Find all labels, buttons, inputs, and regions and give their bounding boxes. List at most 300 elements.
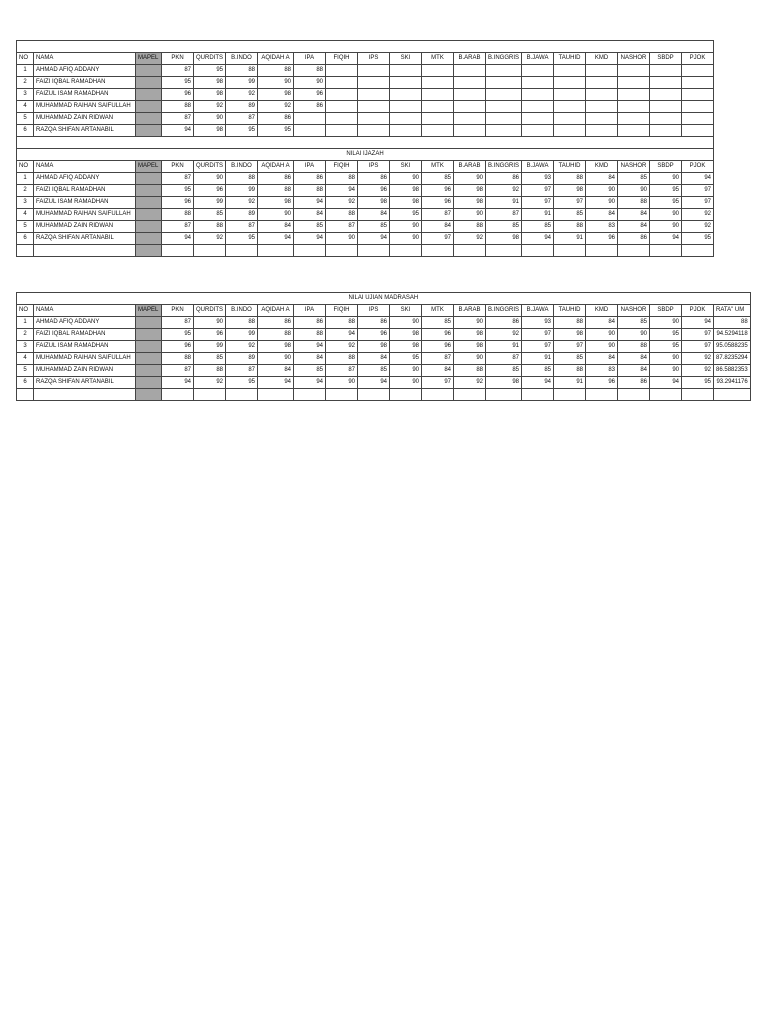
column-header-average: RATA" UM xyxy=(714,305,751,317)
empty-cell xyxy=(34,245,136,257)
column-header: MTK xyxy=(422,305,454,317)
score-cell: 88 xyxy=(454,365,486,377)
spacer-cell xyxy=(17,137,714,149)
score-cell: 86 xyxy=(486,317,522,329)
column-header: KMD xyxy=(586,161,618,173)
score-cell: 94 xyxy=(650,377,682,389)
score-cell: 86 xyxy=(358,173,390,185)
score-cell: 96 xyxy=(422,341,454,353)
column-header: PKN xyxy=(162,305,194,317)
column-header: SKI xyxy=(390,305,422,317)
score-cell: 90 xyxy=(326,377,358,389)
score-cell: 99 xyxy=(226,77,258,89)
column-header: KMD xyxy=(586,53,618,65)
score-cell: 91 xyxy=(522,209,554,221)
score-cell: 92 xyxy=(258,101,294,113)
score-cell: 90 xyxy=(258,209,294,221)
column-header: MTK xyxy=(422,161,454,173)
score-cell: 94 xyxy=(682,173,714,185)
empty-cell xyxy=(422,245,454,257)
mapel-cell xyxy=(136,125,162,137)
score-cell: 95 xyxy=(226,125,258,137)
score-cell: 95 xyxy=(162,77,194,89)
score-cell: 94 xyxy=(358,377,390,389)
student-name: MUHAMMAD RAIHAN SAIFULLAH xyxy=(34,353,136,365)
score-cell: 97 xyxy=(422,233,454,245)
score-cell xyxy=(358,65,390,77)
spacer-cell xyxy=(17,41,714,53)
score-cell: 90 xyxy=(390,377,422,389)
score-cell: 90 xyxy=(586,329,618,341)
column-header: MTK xyxy=(422,53,454,65)
score-cell: 88 xyxy=(226,173,258,185)
column-header: MAPEL xyxy=(136,161,162,173)
score-cell: 85 xyxy=(522,221,554,233)
mapel-cell xyxy=(136,353,162,365)
score-cell: 92 xyxy=(226,341,258,353)
score-cell: 95 xyxy=(226,377,258,389)
empty-cell xyxy=(522,245,554,257)
table-row xyxy=(17,101,714,113)
score-cell xyxy=(326,89,358,101)
score-cell: 90 xyxy=(454,173,486,185)
table-row xyxy=(17,89,714,101)
empty-cell xyxy=(486,389,522,401)
score-cell: 84 xyxy=(586,353,618,365)
score-cell: 86 xyxy=(294,101,326,113)
score-cell: 84 xyxy=(586,209,618,221)
score-cell: 85 xyxy=(422,317,454,329)
score-cell: 89 xyxy=(226,353,258,365)
score-cell: 92 xyxy=(682,353,714,365)
score-cell: 98 xyxy=(258,89,294,101)
score-cell: 86 xyxy=(618,377,650,389)
score-cell: 88 xyxy=(226,317,258,329)
score-cell: 90 xyxy=(586,185,618,197)
score-cell xyxy=(586,113,618,125)
column-header: B.INDO xyxy=(226,53,258,65)
column-header: NO xyxy=(17,161,34,173)
score-cell xyxy=(326,65,358,77)
score-cell: 97 xyxy=(522,329,554,341)
score-cell: 96 xyxy=(358,329,390,341)
table-row xyxy=(17,341,751,353)
score-cell xyxy=(358,77,390,89)
score-cell: 90 xyxy=(586,341,618,353)
score-cell: 87 xyxy=(162,221,194,233)
score-cell: 95 xyxy=(650,329,682,341)
score-cell xyxy=(390,89,422,101)
score-cell: 99 xyxy=(226,329,258,341)
mapel-cell xyxy=(136,101,162,113)
score-cell: 95 xyxy=(682,377,714,389)
spacer-row xyxy=(17,389,751,401)
mapel-cell xyxy=(136,173,162,185)
mapel-cell xyxy=(136,197,162,209)
score-cell: 98 xyxy=(454,341,486,353)
score-cell: 94 xyxy=(358,233,390,245)
student-name: MUHAMMAD ZAIN RIDWAN xyxy=(34,365,136,377)
table-row xyxy=(17,65,714,77)
column-header: B.INDO xyxy=(226,305,258,317)
row-number: 4 xyxy=(17,101,34,113)
empty-cell xyxy=(326,245,358,257)
score-cell: 95 xyxy=(650,185,682,197)
empty-cell xyxy=(422,389,454,401)
empty-cell xyxy=(258,389,294,401)
table-row xyxy=(17,233,714,245)
student-name: AHMAD AFIQ ADDANY xyxy=(34,317,136,329)
column-header: SBDP xyxy=(650,53,682,65)
score-cell xyxy=(422,113,454,125)
empty-cell xyxy=(162,245,194,257)
score-cell: 84 xyxy=(258,365,294,377)
student-name: FAIZI IQBAL RAMADHAN xyxy=(34,329,136,341)
score-cell: 96 xyxy=(194,185,226,197)
score-cell: 95 xyxy=(258,125,294,137)
score-cell: 90 xyxy=(650,209,682,221)
score-cell: 88 xyxy=(618,197,650,209)
average-cell: 87.8235294 xyxy=(714,353,751,365)
score-cell: 90 xyxy=(618,329,650,341)
score-cell: 94 xyxy=(162,233,194,245)
score-cell: 98 xyxy=(390,197,422,209)
column-header: IPA xyxy=(294,53,326,65)
empty-cell xyxy=(682,245,714,257)
student-name: AHMAD AFIQ ADDANY xyxy=(34,173,136,185)
column-header: B.JAWA xyxy=(522,53,554,65)
score-cell xyxy=(650,65,682,77)
score-cell xyxy=(650,125,682,137)
table-row xyxy=(17,317,751,329)
table-header-row xyxy=(17,161,714,173)
score-cell: 88 xyxy=(258,65,294,77)
empty-cell xyxy=(554,389,586,401)
score-cell: 98 xyxy=(258,197,294,209)
table-header-row xyxy=(17,53,714,65)
score-cell xyxy=(486,113,522,125)
score-cell: 99 xyxy=(226,185,258,197)
average-cell: 88 xyxy=(714,317,751,329)
score-cell: 97 xyxy=(554,197,586,209)
score-cell: 90 xyxy=(194,173,226,185)
score-cell xyxy=(586,65,618,77)
empty-cell xyxy=(194,245,226,257)
mapel-cell xyxy=(136,317,162,329)
column-header: NAMA xyxy=(34,161,136,173)
score-cell: 95 xyxy=(194,65,226,77)
score-cell: 90 xyxy=(326,233,358,245)
score-cell: 94 xyxy=(258,233,294,245)
empty-cell xyxy=(618,389,650,401)
spacer-row xyxy=(17,137,714,149)
score-cell: 87 xyxy=(162,365,194,377)
average-cell: 86.5882353 xyxy=(714,365,751,377)
score-cell: 92 xyxy=(194,101,226,113)
score-cell: 84 xyxy=(294,353,326,365)
score-cell: 86 xyxy=(618,233,650,245)
score-cell: 92 xyxy=(326,197,358,209)
score-cell: 87 xyxy=(326,365,358,377)
score-cell: 90 xyxy=(650,173,682,185)
score-cell: 83 xyxy=(586,365,618,377)
empty-cell xyxy=(454,245,486,257)
score-cell xyxy=(554,101,586,113)
score-cell xyxy=(586,77,618,89)
score-cell: 90 xyxy=(618,185,650,197)
table2-body xyxy=(17,173,714,245)
score-cell: 92 xyxy=(194,377,226,389)
score-cell: 95 xyxy=(390,209,422,221)
score-cell: 88 xyxy=(326,209,358,221)
empty-cell xyxy=(586,245,618,257)
score-cell xyxy=(586,89,618,101)
score-cell: 97 xyxy=(554,341,586,353)
mapel-cell xyxy=(136,341,162,353)
score-cell: 97 xyxy=(522,185,554,197)
score-cell: 85 xyxy=(422,173,454,185)
table-row xyxy=(17,221,714,233)
score-cell: 98 xyxy=(554,185,586,197)
column-header: MAPEL xyxy=(136,53,162,65)
table1-body xyxy=(17,65,714,137)
column-header: FIQIH xyxy=(326,53,358,65)
score-cell: 86 xyxy=(294,317,326,329)
score-cell: 97 xyxy=(682,185,714,197)
score-cell: 88 xyxy=(294,329,326,341)
mapel-cell xyxy=(136,65,162,77)
score-cell: 98 xyxy=(390,329,422,341)
score-cell: 86 xyxy=(294,173,326,185)
score-cell: 88 xyxy=(194,365,226,377)
table-row xyxy=(17,377,751,389)
score-cell: 92 xyxy=(454,377,486,389)
score-cell xyxy=(522,65,554,77)
score-cell: 91 xyxy=(486,197,522,209)
empty-cell xyxy=(294,245,326,257)
nilai-um-title: NILAI UJIAN MADRASAH xyxy=(17,293,751,305)
column-header: PKN xyxy=(162,161,194,173)
score-cell: 97 xyxy=(682,341,714,353)
score-cell xyxy=(390,77,422,89)
score-cell: 89 xyxy=(226,209,258,221)
student-name: MUHAMMAD ZAIN RIDWAN xyxy=(34,221,136,233)
score-cell xyxy=(326,77,358,89)
column-header: NASHOR xyxy=(618,161,650,173)
score-cell: 87 xyxy=(162,113,194,125)
score-cell xyxy=(486,89,522,101)
score-cell xyxy=(358,89,390,101)
column-header: IPS xyxy=(358,305,390,317)
column-header: SKI xyxy=(390,53,422,65)
row-number: 6 xyxy=(17,125,34,137)
score-cell: 90 xyxy=(650,353,682,365)
score-cell: 99 xyxy=(194,197,226,209)
empty-cell xyxy=(682,389,714,401)
table-row xyxy=(17,125,714,137)
score-cell xyxy=(294,113,326,125)
score-cell: 84 xyxy=(422,365,454,377)
column-header: PJOK xyxy=(682,53,714,65)
empty-cell xyxy=(454,389,486,401)
average-cell: 93.2941176 xyxy=(714,377,751,389)
column-header: KMD xyxy=(586,305,618,317)
score-cell: 98 xyxy=(486,377,522,389)
table-row xyxy=(17,113,714,125)
score-cell xyxy=(554,89,586,101)
score-cell xyxy=(454,65,486,77)
score-cell: 88 xyxy=(326,173,358,185)
score-cell: 98 xyxy=(194,125,226,137)
score-cell: 94 xyxy=(162,125,194,137)
table-row xyxy=(17,77,714,89)
score-cell xyxy=(454,89,486,101)
score-cell: 83 xyxy=(586,221,618,233)
score-cell: 88 xyxy=(258,329,294,341)
score-cell: 95 xyxy=(162,185,194,197)
student-name: FAIZUL ISAM RAMADHAN xyxy=(34,89,136,101)
score-cell: 94 xyxy=(522,377,554,389)
score-cell: 88 xyxy=(162,101,194,113)
empty-cell xyxy=(162,389,194,401)
score-cell: 94 xyxy=(258,377,294,389)
score-cell xyxy=(650,101,682,113)
column-header: TAUHID xyxy=(554,305,586,317)
column-header: B.JAWA xyxy=(522,305,554,317)
empty-cell xyxy=(650,389,682,401)
score-cell xyxy=(390,113,422,125)
score-cell: 85 xyxy=(194,353,226,365)
score-cell: 98 xyxy=(358,341,390,353)
table3-body xyxy=(17,317,751,389)
score-cell: 88 xyxy=(618,341,650,353)
column-header: PJOK xyxy=(682,161,714,173)
score-cell: 98 xyxy=(390,185,422,197)
score-cell: 84 xyxy=(358,353,390,365)
score-cell: 84 xyxy=(358,209,390,221)
column-header: NASHOR xyxy=(618,53,650,65)
empty-cell xyxy=(714,389,751,401)
score-cell: 85 xyxy=(618,173,650,185)
score-cell: 90 xyxy=(390,173,422,185)
column-header: FIQIH xyxy=(326,305,358,317)
row-number: 5 xyxy=(17,113,34,125)
column-header: AQIDAH A xyxy=(258,161,294,173)
empty-cell xyxy=(390,245,422,257)
score-cell xyxy=(390,65,422,77)
score-cell: 90 xyxy=(194,317,226,329)
mapel-cell xyxy=(136,245,162,257)
table-row xyxy=(17,365,751,377)
score-cell: 85 xyxy=(194,209,226,221)
score-cell: 92 xyxy=(226,89,258,101)
score-cell xyxy=(422,77,454,89)
column-header: AQIDAH A xyxy=(258,305,294,317)
table-row xyxy=(17,173,714,185)
score-cell: 88 xyxy=(554,365,586,377)
score-cell: 90 xyxy=(390,317,422,329)
row-number: 3 xyxy=(17,341,34,353)
mapel-cell xyxy=(136,89,162,101)
score-cell: 90 xyxy=(194,113,226,125)
column-header: PKN xyxy=(162,53,194,65)
score-cell: 90 xyxy=(294,77,326,89)
column-header: TAUHID xyxy=(554,161,586,173)
score-cell xyxy=(454,101,486,113)
score-cell: 88 xyxy=(294,185,326,197)
score-cell: 89 xyxy=(226,101,258,113)
column-header: B.ARAB xyxy=(454,161,486,173)
score-cell: 94 xyxy=(294,377,326,389)
empty-cell xyxy=(34,389,136,401)
score-cell xyxy=(522,101,554,113)
score-cell: 87 xyxy=(422,353,454,365)
score-cell: 87 xyxy=(486,209,522,221)
score-cell xyxy=(618,65,650,77)
row-number: 1 xyxy=(17,173,34,185)
score-cell: 98 xyxy=(454,197,486,209)
score-cell xyxy=(554,77,586,89)
score-cell: 85 xyxy=(486,365,522,377)
score-cell: 88 xyxy=(326,317,358,329)
score-cell: 95 xyxy=(162,329,194,341)
score-cell: 91 xyxy=(486,341,522,353)
score-cell: 98 xyxy=(554,329,586,341)
score-cell xyxy=(422,125,454,137)
score-cell: 87 xyxy=(486,353,522,365)
score-cell: 84 xyxy=(294,209,326,221)
score-cell: 94 xyxy=(326,329,358,341)
score-cell xyxy=(486,125,522,137)
score-cell: 88 xyxy=(294,65,326,77)
score-cell: 92 xyxy=(454,233,486,245)
score-cell: 88 xyxy=(554,173,586,185)
mapel-cell xyxy=(136,221,162,233)
score-cell: 94 xyxy=(162,377,194,389)
score-cell: 98 xyxy=(194,89,226,101)
column-header: B.INGGRIS xyxy=(486,161,522,173)
score-cell: 96 xyxy=(294,89,326,101)
row-number: 4 xyxy=(17,209,34,221)
column-header: B.JAWA xyxy=(522,161,554,173)
score-cell: 96 xyxy=(422,185,454,197)
column-header: NO xyxy=(17,53,34,65)
empty-cell xyxy=(358,389,390,401)
empty-cell xyxy=(486,245,522,257)
score-cell: 87 xyxy=(226,113,258,125)
score-cell: 86 xyxy=(258,113,294,125)
score-cell xyxy=(522,77,554,89)
score-cell: 90 xyxy=(390,221,422,233)
row-number: 2 xyxy=(17,77,34,89)
average-cell: 95.0588235 xyxy=(714,341,751,353)
student-name: RAZQA SHIFAN ARTANABIL xyxy=(34,233,136,245)
score-cell: 86 xyxy=(486,173,522,185)
nilai-ijazah-title: NILAI IJAZAH xyxy=(17,149,714,161)
score-cell xyxy=(522,89,554,101)
score-cell: 88 xyxy=(554,221,586,233)
score-cell: 99 xyxy=(194,341,226,353)
table-row xyxy=(17,209,714,221)
score-cell: 95 xyxy=(650,341,682,353)
table-row xyxy=(17,329,751,341)
spacer-row xyxy=(17,245,714,257)
column-header: NAMA xyxy=(34,53,136,65)
score-cell: 97 xyxy=(422,377,454,389)
score-cell: 97 xyxy=(522,197,554,209)
score-cell: 92 xyxy=(682,365,714,377)
score-cell xyxy=(358,125,390,137)
